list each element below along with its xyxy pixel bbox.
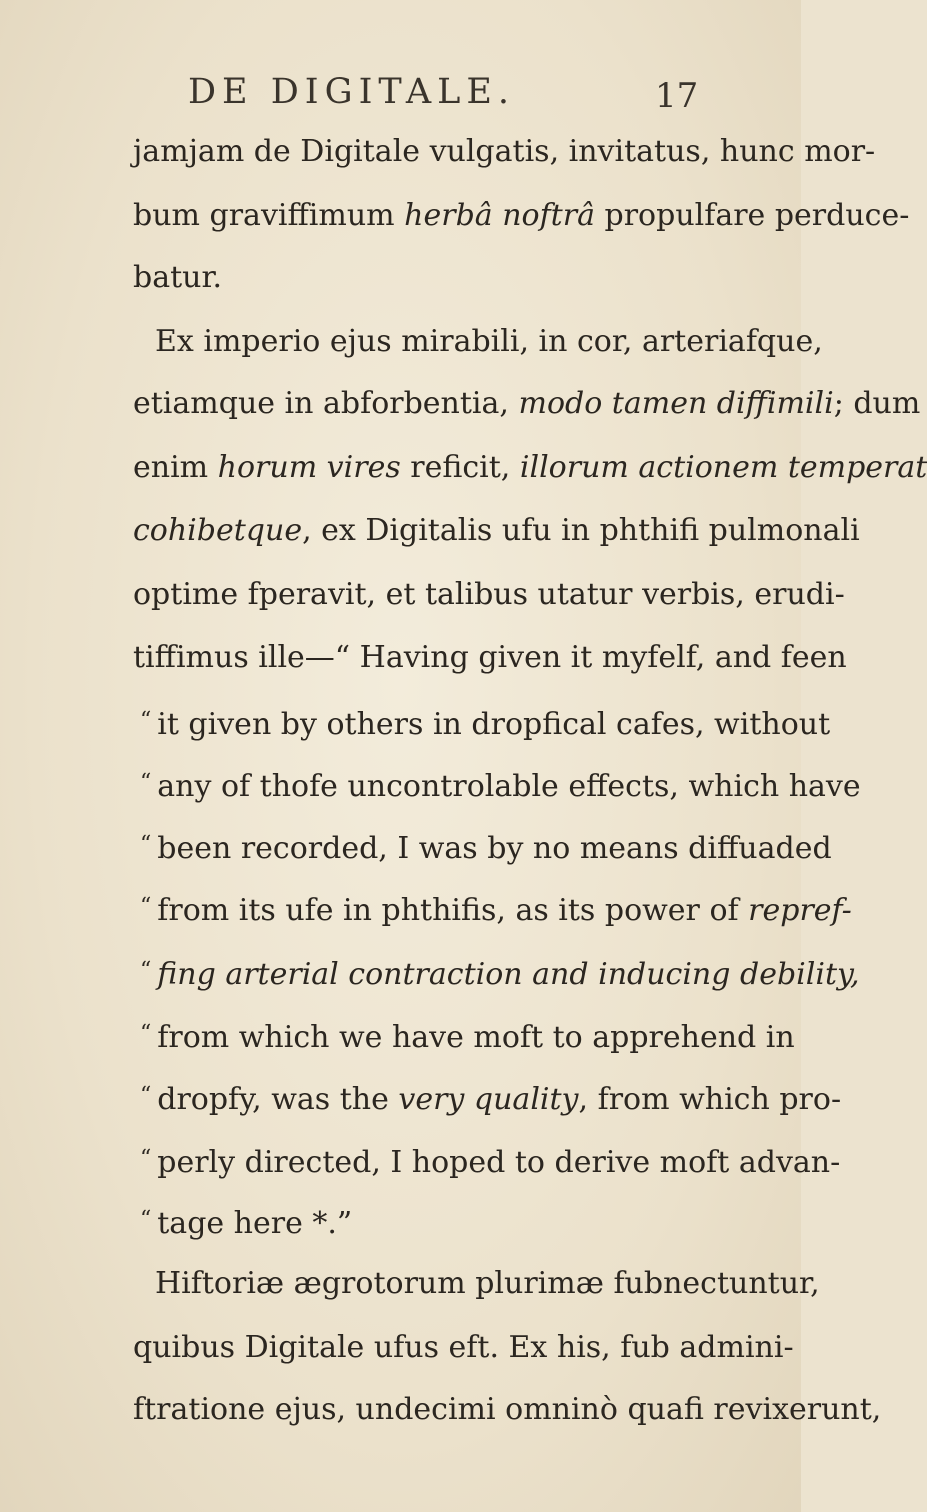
quoted-line: “ fing arterial contraction and inducing debility, <box>140 957 860 992</box>
text-line: ftratione ejus, undecimi omninò quafi revixerunt, <box>133 1392 882 1427</box>
text-line: quibus Digitale ufus eft. Ex his, fub admini- <box>133 1330 794 1365</box>
text-line: etiamque in abforbentia, modo tamen diffimili; dum <box>133 386 921 421</box>
text-line: Ex imperio ejus mirabili, in cor, arteriafque, <box>155 324 823 359</box>
quote-mark: “ <box>140 708 152 733</box>
text-line: jamjam de Digitale vulgatis, invitatus, hunc mor- <box>133 134 876 169</box>
quoted-line: “ dropfy, was the very quality, from which pro- <box>140 1082 842 1117</box>
page-header <box>0 62 801 122</box>
quoted-line: “ any of thofe uncontrolable effects, which have <box>140 769 861 804</box>
quoted-line: “ from its ufe in phthifis, as its power of repref- <box>140 893 852 928</box>
quote-mark: “ <box>140 1146 152 1171</box>
text-line: tiffimus ille—“ Having given it myfelf, and feen <box>133 640 847 675</box>
text-line: bum graviffimum herbâ noftrâ propulfare perduce- <box>133 198 910 233</box>
text-line: cohibetque, ex Digitalis ufu in phthifi pulmonali <box>133 513 860 548</box>
quoted-line: “ from which we have moft to apprehend in <box>140 1020 795 1055</box>
quote-mark: “ <box>140 894 152 919</box>
quote-mark: “ <box>140 770 152 795</box>
text-line: Hiftoriæ ægrotorum plurimæ fubnectuntur, <box>155 1266 820 1301</box>
quote-mark: “ <box>140 958 152 983</box>
page-number: 17 <box>655 76 699 116</box>
quote-mark: “ <box>140 1021 152 1046</box>
text-line: batur. <box>133 260 223 295</box>
quote-mark: “ <box>140 832 152 857</box>
quote-mark: “ <box>140 1083 152 1108</box>
running-head: DE DIGITALE. <box>188 72 516 112</box>
quoted-line: “ been recorded, I was by no means diffuaded <box>140 831 832 866</box>
quoted-line: “ it given by others in dropfical cafes, without <box>140 707 831 742</box>
quote-mark: “ <box>140 1207 152 1232</box>
quoted-line: “ perly directed, I hoped to derive moft advan- <box>140 1145 841 1180</box>
text-line: enim horum vires reficit, illorum actionem temperat <box>133 450 927 485</box>
quoted-line: “ tage here *.” <box>140 1206 353 1241</box>
text-line: optime fperavit, et talibus utatur verbis, erudi- <box>133 577 845 612</box>
